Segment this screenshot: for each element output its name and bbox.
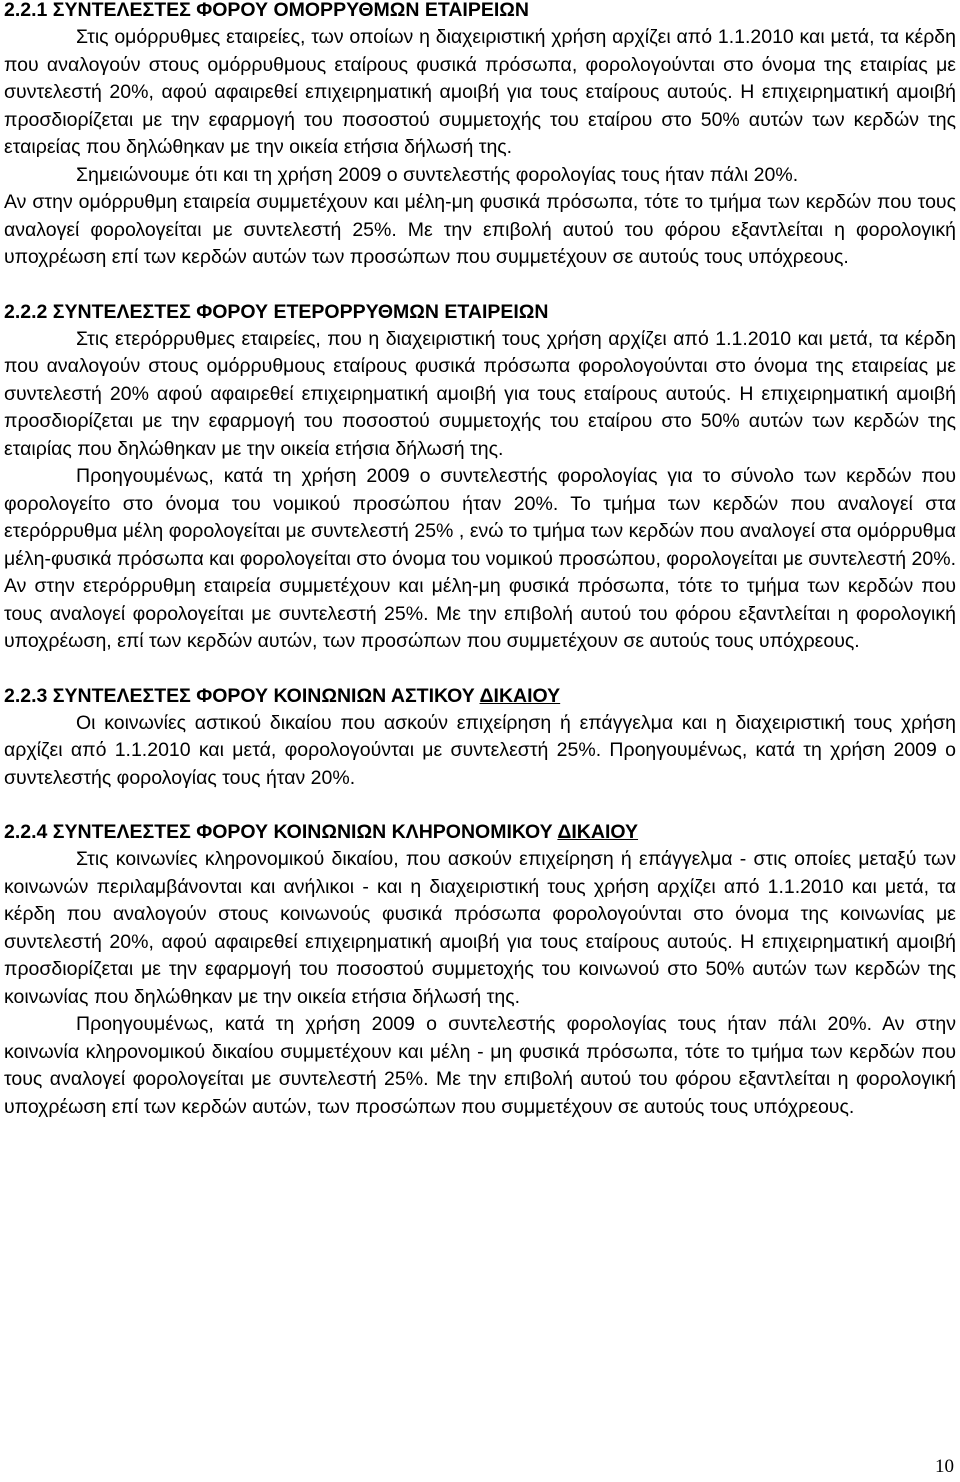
section-2-2-1: [4, 0, 956, 272]
paragraph: Προηγουμένως, κατά τη χρήση 2009 ο συντελεστής φορολογίας τους ήταν πάλι 20%. Αν στην κοινωνία κληρονομικού δικαίου συμμετέχουν και μέλη - μη φυσικά πρόσωπα, τότε το τμήμα των κερδών που τους αναλογεί φορολογείται με συντελεστή 25%. Με την επιβολή αυτού του φόρου εξαντλείται η φορολογική υποχρέωση επί των κερδών αυτών, των προσώπων που συμμετέχουν σε αυτούς τους υπόχρεους.: [4, 1013, 956, 1118]
paragraph: Στις κοινωνίες κληρονομικού δικαίου, που ασκούν επιχείρηση ή επάγγελμα - στις οποίες μεταξύ των κοινωνών περιλαμβάνονται και ανήλικοι - και η διαχειριστική τους χρήση αρχίζει από 1.1.2010 και μετά, τα κέρδη που αναλογούν στους κοινωνούς φυσικά πρόσωπα φορολογούνται στο όνομα της κοινωνίας με συντελεστή 20%, αφού αφαιρεθεί επιχειρηματική αμοιβή για τους εταίρους αυτούς. Η επιχειρηματική αμοιβή προσδιορίζεται με την εφαρμογή του ποσοστού συμμετοχής του κοινωνού στο 50% αυτών των κερδών της κοινωνίας που δηλώθηκαν με την οικεία ετήσια δήλωσή της.: [4, 848, 956, 1008]
heading-text: 2.2.3 ΣΥΝΤΕΛΕΣΤΕΣ ΦΟΡΟΥ ΚΟΙΝΩΝΙΩΝ ΑΣΤΙΚΟΥ: [4, 684, 480, 707]
page-number: 10: [935, 1456, 954, 1477]
paragraph: Οι κοινωνίες αστικού δικαίου που ασκούν επιχείρηση ή επάγγελμα και η διαχειριστική τους χρήση αρχίζει από 1.1.2010 και μετά, φορολογούνται με συντελεστή 25%. Προηγουμένως, κατά τη χρήση 2009 ο συντελεστής φορολογίας τους ήταν 20%.: [4, 711, 956, 789]
paragraph: Στις ομόρρυθμες εταιρείες, των οποίων η διαχειριστική χρήση αρχίζει από 1.1.2010 και μετά, τα κέρδη που αναλογούν στους ομόρρυθμους εταίρους φυσικά πρόσωπα, φορολογούνται στο όνομα της εταιρίας με συντελεστή 20%, αφού αφαιρεθεί επιχειρηματική αμοιβή για τους εταίρους αυτούς. Η επιχειρηματική αμοιβή προσδιορίζεται με την εφαρμογή του ποσοστού συμμετοχής του εταίρου στο 50% αυτών των κερδών της εταιρείας που δηλώθηκαν με την οικεία ετήσια δήλωσή της.: [4, 26, 956, 158]
section-2-2-3: [4, 683, 956, 793]
heading-text: 2.2.4 ΣΥΝΤΕΛΕΣΤΕΣ ΦΟΡΟΥ ΚΟΙΝΩΝΙΩΝ ΚΛΗΡΟΝΟΜΙΚΟΥ: [4, 821, 558, 843]
paragraph: Αν στην ομόρρυθμη εταιρεία συμμετέχουν και μέλη-μη φυσικά πρόσωπα, τότε το τμήμα των κερδών που τους αναλογεί φορολογείται με συντελεστή 25%. Με την επιβολή αυτού του φόρου εξαντλείται η φορολογική υποχρέωση επί των κερδών αυτών των προσώπων που συμμετέχουν σε αυτούς τους υπόχρεους.: [4, 191, 956, 268]
document-page: [4, 0, 956, 1148]
heading-underlined-text: ΔΙΚΑΙΟΥ: [479, 684, 561, 707]
section-heading: [4, 683, 956, 710]
section-2-2-2: [4, 299, 956, 656]
section-heading: [4, 819, 956, 846]
section-2-2-4: [4, 819, 956, 1121]
paragraph: Σημειώνουμε ότι και τη χρήση 2009 ο συντελεστής φορολογίας τους ήταν πάλι 20%.: [76, 163, 799, 186]
section-heading: 2.2.2 ΣΥΝΤΕΛΕΣΤΕΣ ΦΟΡΟΥ ΕΤΕΡΟΡΡΥΘΜΩΝ ΕΤΑΙΡΕΙΩΝ: [4, 300, 549, 323]
section-heading: 2.2.1 ΣΥΝΤΕΛΕΣΤΕΣ ΦΟΡΟΥ ΟΜΟΡΡΥΘΜΩΝ ΕΤΑΙΡΕΙΩΝ: [4, 0, 529, 21]
paragraph: Στις ετερόρρυθμες εταιρείες, που η διαχειριστική τους χρήση αρχίζει από 1.1.2010 και μετά, τα κέρδη που αναλογούν στους ομόρρυθμους εταίρους φυσικά πρόσωπα φορολογούνται στο όνομα της εταιρείας με συντελεστή 20% αφού αφαιρεθεί επιχειρηματική αμοιβή για τους εταίρους αυτούς. Η επιχειρηματική αμοιβή προσδιορίζεται με την εφαρμογή του ποσοστού συμμετοχής του εταίρου στο 50% αυτών των κερδών της εταιρίας που δηλώθηκαν με την οικεία ετήσια δήλωσή της.: [4, 327, 956, 460]
heading-underlined-text: ΔΙΚΑΙΟΥ: [557, 821, 639, 843]
paragraph: Προηγουμένως, κατά τη χρήση 2009 ο συντελεστής φορολογίας για το σύνολο των κερδών που φορολογείτο στο όνομα του νομικού προσώπου ήταν 20%. Το τμήμα των κερδών που αναλογεί στα ετερόρρυθμα μέλη φορολογείται με συντελεστή 25% , ενώ το τμήμα των κερδών που αναλογεί στα ομόρρυθμα μέλη-φυσικά πρόσωπα και φορολογείται στο όνομα του νομικού προσώπου, φορολογείται με συντελεστή 20%. Αν στην ετερόρρυθμη εταιρεία συμμετέχουν και μέλη-μη φυσικά πρόσωπα, τότε το τμήμα των κερδών που τους αναλογεί φορολογείται με συντελεστή 25%. Με την επιβολή αυτού του φόρου εξαντλείται η φορολογική υποχρέωση, επί των κερδών αυτών, των προσώπων που συμμετέχουν σε αυτούς τους υπόχρεους.: [4, 465, 956, 652]
